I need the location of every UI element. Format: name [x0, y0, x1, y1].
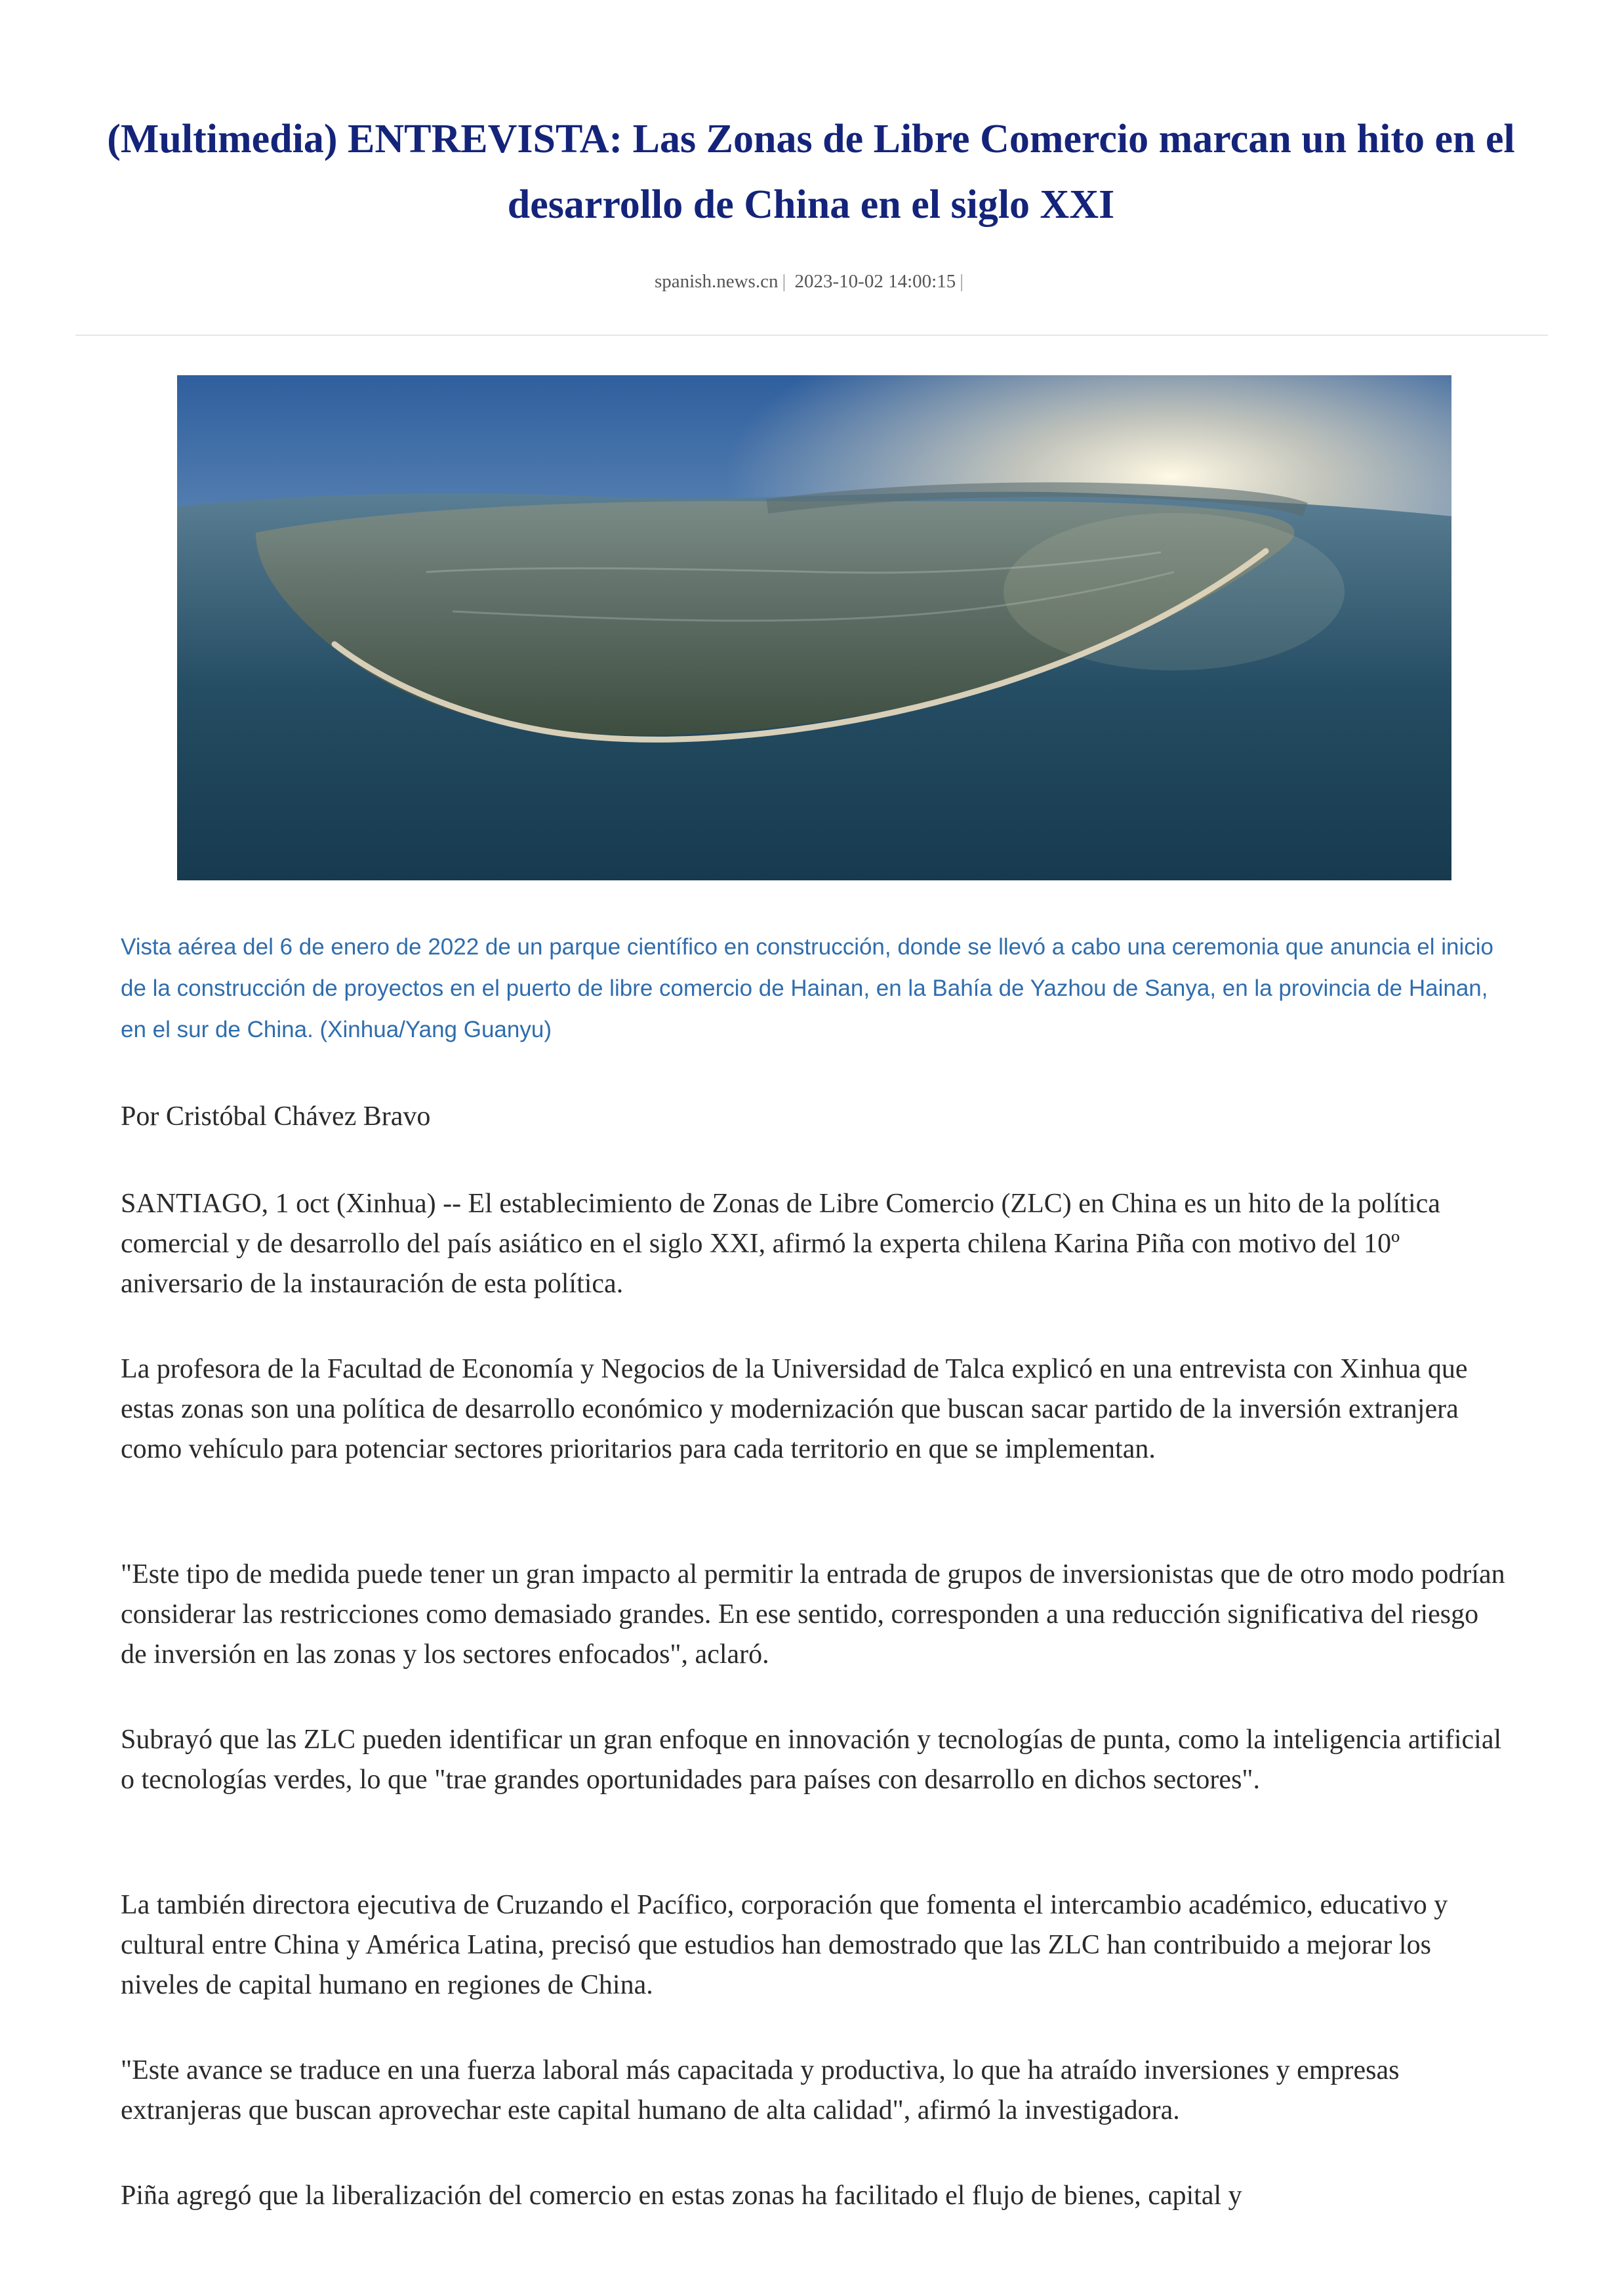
meta-separator: | — [782, 271, 786, 292]
meta-separator-end: | — [960, 271, 964, 292]
article-paragraph: Piña agregó que la liberalización del comercio en estas zonas ha facilitado el flujo de bienes, capital y — [121, 2181, 1242, 2211]
header-divider — [75, 335, 1548, 336]
byline: Por Cristóbal Chávez Bravo — [121, 1101, 431, 1132]
article-paragraph: Subrayó que las ZLC pueden identificar un gran enfoque en innovación y tecnologías de punta, como la inteligencia artificial o tecnologías verdes, lo que "trae grandes oportunidades para países con desarrollo en dichos sectores". — [121, 1725, 1502, 1795]
article-paragraph: "Este tipo de medida puede tener un gran impacto al permitir la entrada de grupos de inversionistas que de otro modo podrían considerar las restricciones como demasiado grandes. En ese sentido, corresponden a una reducción significativa del riesgo de inversión en las zonas y los sectores enfocados", aclaró. — [121, 1559, 1505, 1670]
article-paragraph: La también directora ejecutiva de Cruzando el Pacífico, corporación que fomenta el intercambio académico, educativo y cultural entre China y América Latina, precisó que estudios han demostrado que las ZLC han contribuido a mejorar los niveles de capital humano en regiones de China. — [121, 1890, 1448, 2000]
article-paragraph: La profesora de la Facultad de Economía y Negocios de la Universidad de Talca explicó en una entrevista con Xinhua que estas zonas son una política de desarrollo económico y modernización que buscan sacar partido de la inversión extranjera como vehículo para potenciar sectores prioritarios para cada territorio en que se implementan. — [121, 1354, 1468, 1464]
aerial-coastline-photo — [177, 375, 1451, 880]
article-paragraph: "Este avance se traduce en una fuerza laboral más capacitada y productiva, lo que ha atraído inversiones y empresas extranjeras que buscan aprovechar este capital humano de alta calidad", afirmó la investigadora. — [121, 2055, 1400, 2125]
article-paragraph: SANTIAGO, 1 oct (Xinhua) -- El establecimiento de Zonas de Libre Comercio (ZLC) en China es un hito de la política comercial y de desarrollo del país asiático en el siglo XXI, afirmó la experta chilena Karina Piña con motivo del 10º aniversario de la instauración de esta política. — [121, 1189, 1440, 1299]
article-title: (Multimedia) ENTREVISTA: Las Zonas de Libre Comercio marcan un hito en el desarrollo de China en el siglo XXI — [107, 117, 1515, 227]
photo-caption: Vista aérea del 6 de enero de 2022 de un parque científico en construcción, donde se llevó a cabo una ceremonia que anuncia el inicio de la construcción de proyectos en el puerto de libre comercio de Hainan, en la Bahía de Yazhou de Sanya, en la provincia de Hainan, en el sur de China. (Xinhua/Yang Guanyu) — [121, 934, 1494, 1042]
publish-date: 2023-10-02 14:00:15 — [794, 271, 956, 292]
source-link[interactable]: spanish.news.cn — [654, 271, 779, 292]
photo-illustration — [177, 375, 1451, 880]
article-meta — [0, 271, 1622, 293]
